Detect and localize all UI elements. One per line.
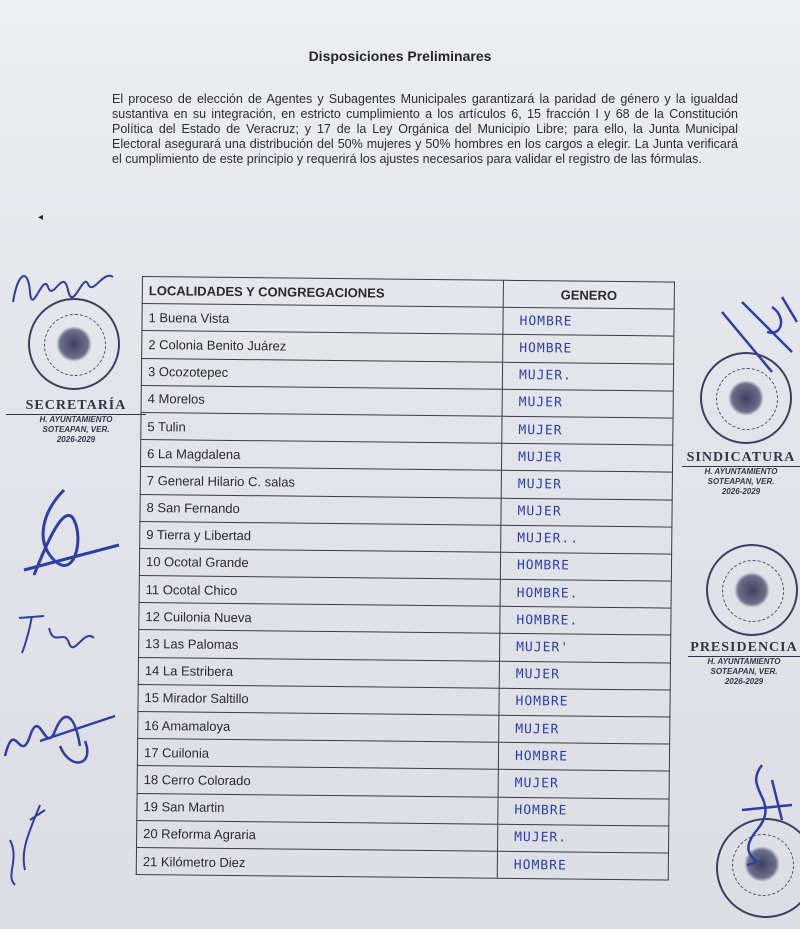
sindicatura-seal-label: SINDICATURA H. AYUNTAMIENTO SOTEAPAN, VER. 2026-2029 — [682, 450, 800, 497]
presidencia-seal-label: PRESIDENCIA H. AYUNTAMIENTO SOTEAPAN, VER. 2026-2029 — [688, 640, 800, 687]
localidad-cell: 9 Tierra y Libertad — [140, 521, 501, 552]
genero-cell: MUJER — [501, 443, 672, 472]
header-localidades: LOCALIDADES Y CONGREGACIONES — [142, 277, 503, 308]
localidad-cell: 15 Mirador Saltillo — [138, 684, 499, 715]
localidad-cell: 6 La Magdalena — [141, 440, 502, 471]
genero-cell: MUJER — [498, 770, 669, 799]
localidades-table — [136, 276, 675, 881]
genero-cell: MUJER — [501, 498, 672, 527]
genero-cell: MUJER — [499, 715, 670, 744]
signature-left-4 — [0, 696, 120, 776]
localidad-cell: 2 Colonia Benito Juárez — [142, 331, 503, 362]
signature-right-1 — [712, 292, 800, 382]
genero-cell: MUJER — [502, 389, 673, 418]
genero-cell: HOMBRE — [497, 851, 668, 880]
genero-cell: HOMBRE — [498, 742, 669, 771]
presidencia-seal-icon — [706, 544, 798, 636]
secretaria-seal-label: SECRETARÍA H. AYUNTAMIENTO SOTEAPAN, VER. 2026-2029 — [6, 398, 146, 445]
genero-cell: MUJER — [502, 416, 673, 445]
localidad-cell: 5 Tulin — [141, 412, 502, 443]
genero-cell: HOMBRE. — [500, 579, 671, 608]
table-row — [136, 847, 668, 880]
localidad-cell: 8 San Fernando — [140, 494, 501, 525]
document-title: Disposiciones Preliminares — [308, 48, 492, 64]
localidad-cell: 16 Amamaloya — [138, 711, 499, 742]
signature-left-3 — [14, 608, 104, 658]
localidad-cell: 13 Las Palomas — [139, 630, 500, 661]
genero-cell: HOMBRE. — [500, 607, 671, 636]
localidad-cell: 17 Cuilonia — [137, 739, 498, 770]
localidad-cell: 11 Ocotal Chico — [139, 576, 500, 607]
localidad-cell: 10 Ocotal Grande — [139, 548, 500, 579]
genero-cell: HOMBRE — [498, 797, 669, 826]
localidad-cell: 20 Reforma Agraria — [137, 820, 498, 851]
localidad-cell: 7 General Hilario C. salas — [140, 467, 501, 498]
genero-cell: HOMBRE — [500, 552, 671, 581]
genero-cell: MUJER.. — [501, 525, 672, 554]
bullet-mark: ◂ — [38, 212, 44, 223]
intro-paragraph: El proceso de elección de Agentes y Subagentes Municipales garantizará la paridad de género y la igualdad sustantiva en su integración, en estricto cumplimiento a los artículos 6, 15 fracción I y 68 de la Constitución Política del Estado de Veracruz; y 17 de la Ley Orgánica del Municipio Libre; para ello, la Junta Municipal Electoral asegurará una distribución del 50% mujeres y 50% hombres en los cargos a elegir. La Junta verificará el cumplimiento de este principio y requerirá los ajustes necesarios para validar el registro de las fórmulas. — [112, 92, 738, 166]
genero-cell: HOMBRE — [503, 307, 674, 336]
signature-left-2 — [14, 480, 124, 590]
genero-cell: MUJER' — [499, 634, 670, 663]
localidad-cell: 21 Kilómetro Diez — [136, 847, 497, 878]
signature-right-2 — [722, 760, 800, 870]
localidad-cell: 18 Cerro Colorado — [137, 766, 498, 797]
genero-cell: MUJER — [499, 661, 670, 690]
localidad-cell: 1 Buena Vista — [142, 304, 503, 335]
localidad-cell: 19 San Martin — [137, 793, 498, 824]
localidad-cell: 3 Ocozotepec — [141, 358, 502, 389]
header-genero: GENERO — [503, 280, 674, 309]
localidad-cell: 14 La Estribera — [138, 657, 499, 688]
signature-top-left — [8, 262, 118, 312]
localidad-cell: 4 Morelos — [141, 385, 502, 416]
genero-cell: MUJER. — [502, 362, 673, 391]
genero-cell: HOMBRE — [499, 688, 670, 717]
genero-cell: HOMBRE — [503, 335, 674, 364]
signature-left-5 — [0, 800, 60, 890]
genero-cell: MUJER — [501, 471, 672, 500]
localidad-cell: 12 Cuilonia Nueva — [139, 603, 500, 634]
genero-cell: MUJER. — [497, 824, 668, 853]
